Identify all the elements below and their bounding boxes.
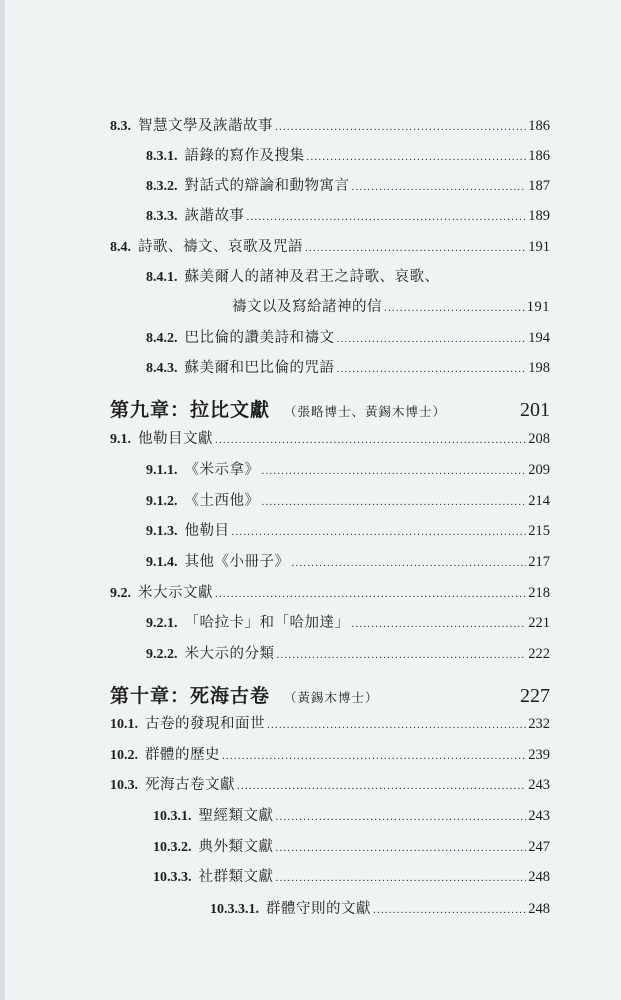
dot-leader bbox=[215, 431, 526, 449]
section-title: 詼諧故事 bbox=[184, 208, 245, 224]
section-title: 古卷的發現和面世 bbox=[145, 716, 265, 732]
section-number: 8.3. bbox=[110, 119, 131, 134]
section-number: 9.1. bbox=[110, 432, 131, 447]
toc-entry-10-1[interactable] bbox=[110, 715, 550, 734]
dot-leader bbox=[384, 299, 525, 317]
dot-leader bbox=[292, 554, 527, 572]
section-title: 《土西他》 bbox=[184, 493, 260, 509]
section-title: 智慧文學及詼諧故事 bbox=[138, 118, 273, 134]
toc-entry-9-1-3[interactable] bbox=[146, 522, 550, 541]
section-number: 10.3.3.1. bbox=[210, 902, 259, 917]
section-number: 8.3.1. bbox=[146, 149, 178, 164]
section-number: 9.1.4. bbox=[146, 555, 178, 570]
dot-leader bbox=[305, 239, 526, 257]
section-title: 對話式的辯論和動物寓言 bbox=[184, 178, 350, 194]
section-number: 9.1.3. bbox=[146, 524, 178, 539]
toc-entry-10-3-3-1[interactable] bbox=[210, 900, 550, 919]
section-number: 8.3.2. bbox=[146, 179, 178, 194]
dot-leader bbox=[337, 360, 527, 378]
section-number: 9.1.2. bbox=[146, 494, 178, 509]
page-number: 247 bbox=[528, 839, 550, 855]
page-number: 222 bbox=[528, 646, 550, 662]
section-title: 群體的歷史 bbox=[145, 747, 220, 763]
section-title: 其他《小冊子》 bbox=[184, 554, 290, 570]
dot-leader bbox=[267, 716, 526, 734]
page-number: 194 bbox=[528, 330, 550, 346]
page-number: 248 bbox=[528, 869, 550, 885]
toc-entry-8-3-3[interactable] bbox=[146, 207, 550, 226]
section-number: 8.4.2. bbox=[146, 331, 178, 346]
toc-entry-8-4-2[interactable] bbox=[146, 329, 550, 348]
toc-entry-10-3-3[interactable] bbox=[153, 868, 550, 887]
section-number: 8.3.3. bbox=[146, 209, 178, 224]
section-title: 社群類文獻 bbox=[198, 869, 274, 885]
toc-entry-8-4-1-continued[interactable] bbox=[232, 298, 550, 317]
dot-leader bbox=[247, 208, 527, 226]
page-number: 221 bbox=[528, 615, 550, 631]
toc-entry-9-1-2[interactable] bbox=[146, 492, 550, 511]
page-number: 239 bbox=[528, 747, 550, 763]
toc-entry-9-1[interactable] bbox=[110, 430, 550, 449]
section-number: 8.4.3. bbox=[146, 361, 178, 376]
page-number: 243 bbox=[528, 777, 550, 793]
section-title: 語錄的寫作及搜集 bbox=[184, 148, 305, 164]
section-title: 詩歌、禱文、哀歌及咒語 bbox=[138, 239, 303, 255]
section-number: 10.2. bbox=[110, 748, 138, 763]
dot-leader bbox=[237, 777, 526, 795]
page-number: 187 bbox=[528, 178, 550, 194]
section-title: 米大示的分類 bbox=[184, 646, 275, 662]
chapter-title: 第九章：拉比文獻 bbox=[110, 399, 271, 421]
toc-entry-10-3[interactable] bbox=[110, 776, 550, 795]
section-title: 典外類文獻 bbox=[198, 839, 274, 855]
dot-leader bbox=[262, 493, 527, 511]
section-title: 《米示拿》 bbox=[184, 462, 260, 478]
dot-leader bbox=[337, 330, 527, 348]
toc-entry-8-4-3[interactable] bbox=[146, 359, 550, 378]
section-title: 「哈拉卡」和「哈加達」 bbox=[184, 615, 350, 631]
page-number: 248 bbox=[528, 901, 550, 917]
page-number: 198 bbox=[528, 360, 550, 376]
dot-leader bbox=[352, 615, 527, 633]
section-title: 巴比倫的讚美詩和禱文 bbox=[184, 330, 335, 346]
dot-leader bbox=[276, 869, 527, 887]
toc-entry-10-2[interactable] bbox=[110, 746, 550, 765]
page-number: 189 bbox=[528, 208, 550, 224]
section-number: 8.4. bbox=[110, 240, 131, 255]
page-number: 186 bbox=[528, 148, 550, 164]
chapter-authors: （黃錫木博士） bbox=[284, 690, 379, 705]
toc-entry-8-4-1[interactable] bbox=[146, 268, 550, 287]
chapter-title: 第十章：死海古卷 bbox=[110, 685, 271, 707]
page-number: 214 bbox=[528, 493, 550, 509]
section-title: 聖經類文獻 bbox=[198, 808, 274, 824]
page-number: 209 bbox=[528, 462, 550, 478]
dot-leader bbox=[352, 178, 527, 196]
page-edge bbox=[0, 0, 5, 1000]
toc-entry-9-2[interactable] bbox=[110, 584, 550, 603]
page-number: 191 bbox=[528, 239, 550, 255]
section-title: 群體守則的文獻 bbox=[266, 901, 371, 917]
section-number: 9.2.1. bbox=[146, 616, 178, 631]
chapter-heading-9[interactable] bbox=[110, 395, 550, 422]
dot-leader bbox=[232, 523, 527, 541]
toc-entry-10-3-1[interactable] bbox=[153, 807, 550, 826]
page-number: 218 bbox=[528, 585, 550, 601]
section-number: 10.3.3. bbox=[153, 870, 192, 885]
section-number: 8.4.1. bbox=[146, 270, 178, 285]
section-title: 米大示文獻 bbox=[138, 585, 213, 601]
section-title: 死海古卷文獻 bbox=[145, 777, 235, 793]
dot-leader bbox=[215, 585, 526, 603]
section-title-continued: 禱文以及寫給諸神的信 bbox=[232, 299, 382, 315]
page-number: 186 bbox=[528, 118, 550, 134]
page-number: 191 bbox=[526, 299, 550, 315]
section-number: 10.3.2. bbox=[153, 840, 192, 855]
dot-leader bbox=[277, 646, 527, 664]
section-title: 他勒目 bbox=[184, 523, 230, 539]
chapter-page-number: 227 bbox=[520, 685, 550, 707]
toc-entry-10-3-2[interactable] bbox=[153, 838, 550, 857]
dot-leader bbox=[275, 118, 526, 136]
toc-entry-9-1-1[interactable] bbox=[146, 461, 550, 480]
section-title: 蘇美爾和巴比倫的咒語 bbox=[184, 360, 335, 376]
section-number: 10.3. bbox=[110, 778, 138, 793]
chapter-page-number: 201 bbox=[520, 399, 550, 421]
toc-entry-9-1-4[interactable] bbox=[146, 553, 550, 572]
chapter-authors: （張略博士、黃錫木博士） bbox=[284, 404, 447, 419]
dot-leader bbox=[276, 839, 527, 857]
dot-leader bbox=[373, 901, 526, 919]
dot-leader bbox=[222, 747, 526, 765]
chapter-heading-10[interactable] bbox=[110, 681, 550, 708]
section-number: 10.3.1. bbox=[153, 809, 192, 824]
dot-leader bbox=[262, 462, 527, 480]
toc-entry-9-2-1[interactable] bbox=[146, 614, 550, 633]
section-title: 蘇美爾人的諸神及君王之詩歌、哀歌、 bbox=[184, 269, 440, 285]
section-number: 9.2.2. bbox=[146, 647, 178, 662]
section-title: 他勒目文獻 bbox=[138, 431, 213, 447]
toc-entry-8-3[interactable] bbox=[110, 117, 550, 136]
toc-entry-8-3-2[interactable] bbox=[146, 177, 550, 196]
page-number: 232 bbox=[528, 716, 550, 732]
section-number: 9.2. bbox=[110, 586, 131, 601]
page-number: 243 bbox=[528, 808, 550, 824]
page-number: 217 bbox=[528, 554, 550, 570]
section-number: 9.1.1. bbox=[146, 463, 178, 478]
toc-entry-9-2-2[interactable] bbox=[146, 645, 550, 664]
toc-entry-8-4[interactable] bbox=[110, 238, 550, 257]
toc-entry-8-3-1[interactable] bbox=[146, 147, 550, 166]
page-number: 215 bbox=[528, 523, 550, 539]
dot-leader bbox=[276, 808, 527, 826]
section-number: 10.1. bbox=[110, 717, 138, 732]
dot-leader bbox=[307, 148, 527, 166]
page-number: 208 bbox=[528, 431, 550, 447]
